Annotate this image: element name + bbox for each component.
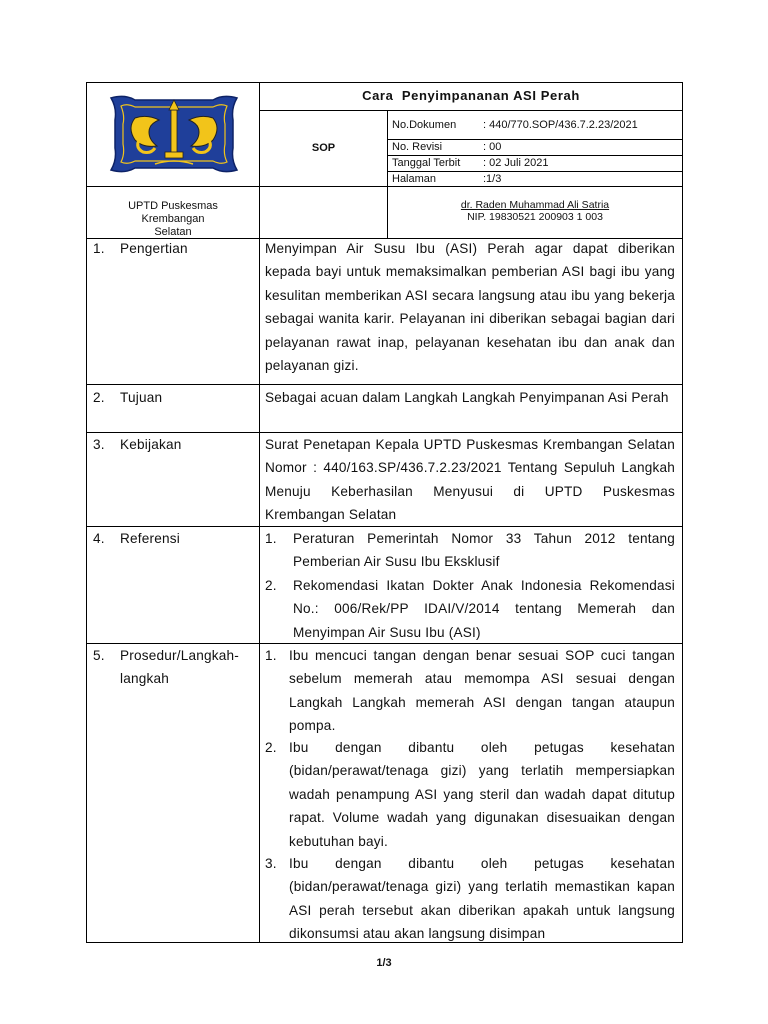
sop-label: SOP [311, 142, 336, 154]
list-item-number: 3. [265, 856, 277, 871]
table-top-border [86, 82, 683, 83]
meta-label-page: Halaman [392, 173, 437, 185]
logo [105, 88, 243, 180]
meta-row-border-2 [387, 155, 683, 156]
list-item [265, 574, 675, 644]
list-item [265, 644, 675, 738]
meta-label-doc-number: No.Dokumen [392, 119, 457, 131]
signer-name: dr. Raden Muhammad Ali Satria [460, 199, 610, 211]
list-item-text: Peraturan Pemerintah Nomor 33 Tahun 2012 tentang Pemberian Air Susu Ibu Eksklusif [293, 531, 675, 570]
section-label-pengertian: Pengertian [120, 241, 188, 256]
table-middle-border [259, 82, 260, 943]
list-item-text: Ibu dengan dibantu oleh petugas kesehatan (bidan/perawat/tenaga gizi) yang terlatih memastikan kapan ASI perah tersebut akan diberikan apakah untuk langsung dikonsumsi atau akan langsung disimpan [289, 856, 675, 942]
meta-value-revision: : 00 [483, 141, 502, 153]
title-row-border [259, 110, 683, 111]
signer-nip: NIP. 19830521 200903 1 003 [467, 211, 603, 223]
section-text-kebijakan: Surat Penetapan Kepala UPTD Puskesmas Krembangan Selatan Nomor : 440/163.SP/436.7.2.23/2021 Tentang Sepuluh Langkah Menuju Keberhasilan Menyusui di UPTD Puskesmas Krembangan Selatan [265, 437, 675, 523]
section-number: 1. [93, 241, 105, 256]
list-item [265, 736, 675, 853]
procedure-list [265, 644, 677, 942]
section-border-1 [86, 384, 683, 385]
logo-row-border [86, 186, 683, 187]
list-item-number: 2. [265, 740, 277, 755]
section-number: 3. [93, 437, 105, 452]
list-item-number: 1. [265, 648, 277, 663]
list-item-text: Ibu mencuci tangan dengan benar sesuai SOP cuci tangan sebelum memerah atau memompa ASI sesuai dengan Langkah Langkah memerah ASI dengan tangan ataupun pompa. [289, 648, 675, 734]
section-number: 5. [93, 648, 105, 663]
list-item-text: Rekomendasi Ikatan Dokter Anak Indonesia Rekomendasi No.: 006/Rek/PP IDAI/V/2014 tentang Memerah dan Menyimpan Air Susu Ibu (ASI) [293, 578, 675, 640]
surabaya-emblem-icon [105, 88, 243, 180]
document-title: Cara Penyimpananan ASI Perah [362, 88, 580, 103]
section-text-pengertian: Menyimpan Air Susu Ibu (ASI) Perah agar dapat diberikan kepada bayi untuk memaksimalkan pemberian ASI bagi ibu yang kesulitan memberikan ASI secara langsung atau ibu yang bekerja sebagai wanita karir. Pelayanan ini diberikan sebagai bagian dari pelayanan rawat inap, pelayanan kesehatan ibu dan anak dan pelayanan gizi. [265, 241, 675, 374]
meta-row-border-1 [387, 139, 683, 140]
list-item-number: 1. [265, 531, 277, 546]
organization-name [87, 200, 259, 239]
section-number: 4. [93, 531, 105, 546]
list-item [265, 527, 675, 574]
page-number: 1/3 [376, 957, 392, 969]
list-item [265, 852, 675, 942]
list-item-text: Ibu dengan dibantu oleh petugas kesehatan (bidan/perawat/tenaga gizi) yang terlatih mempersiapkan wadah penampung ASI yang steril dan wadah dapat ditutup rapat. Volume wadah yang digunakan disesuaikan dengan kebutuhan bayi. [289, 740, 675, 849]
meta-value-doc-number: : 440/770.SOP/436.7.2.23/2021 [483, 119, 638, 131]
table-right-border [682, 82, 683, 943]
section-number: 2. [93, 390, 105, 405]
meta-value-issue-date: : 02 Juli 2021 [483, 157, 549, 169]
section-label-kebijakan: Kebijakan [120, 437, 182, 452]
organization-line: Krembangan [141, 213, 205, 225]
section-text-tujuan: Sebagai acuan dalam Langkah Langkah Penyimpanan Asi Perah [265, 390, 669, 405]
meta-label-revision: No. Revisi [392, 141, 443, 153]
organization-line: Selatan [154, 226, 192, 238]
section-label-tujuan: Tujuan [120, 390, 163, 405]
section-label-referensi: Referensi [120, 531, 180, 546]
meta-row-border-3 [387, 171, 683, 172]
organization-line: UPTD Puskesmas [128, 200, 218, 212]
meta-value-page: :1/3 [483, 173, 502, 185]
section-label-prosedur: Prosedur/Langkah-langkah [120, 648, 240, 687]
table-bottom-border [86, 942, 683, 943]
list-item-number: 2. [265, 578, 277, 593]
meta-label-issue-date: Tanggal Terbit [392, 157, 461, 169]
